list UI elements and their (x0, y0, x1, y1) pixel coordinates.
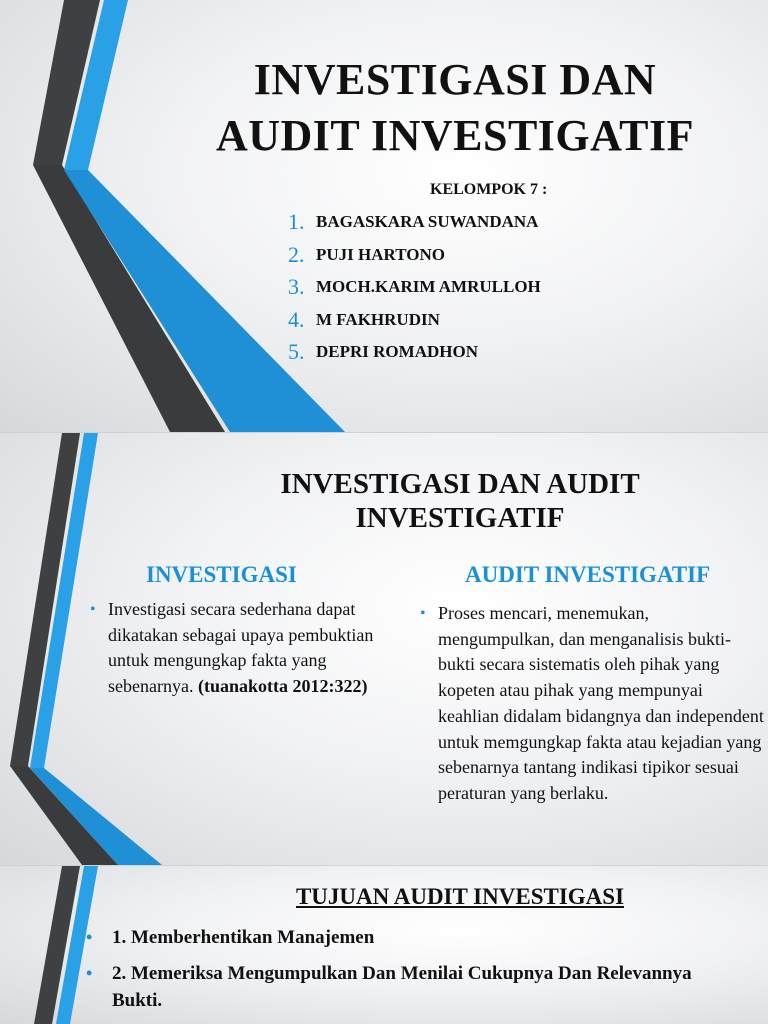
title-line-1: INVESTIGASI DAN (253, 55, 657, 104)
list-item (86, 924, 732, 951)
bullet-icon: • (86, 963, 93, 983)
slide-heading (160, 467, 760, 535)
left-column-text (90, 597, 393, 700)
member-item (288, 336, 541, 369)
member-item (288, 271, 541, 304)
member-name: MOCH.KARIM AMRULLOH (316, 277, 541, 297)
member-number: 3. (288, 274, 305, 300)
member-number: 1. (288, 209, 305, 235)
objective-text: 2. Memeriksa Mengumpulkan Dan Menilai Cukupnya Dan Relevannya Bukti. (112, 963, 692, 1011)
dark-stripe-bottom (10, 766, 118, 865)
title-heading (170, 52, 740, 164)
right-definition: Proses mencari, menemukan, mengumpulkan, dan menganalisis bukti-bukti secara sistematis oleh pihak yang kopeten atau pihak yang mempunyai keahlian didalam bidangnya dan independent untuk memgungkap fakta atau kejadian yang sebenarnya tantang indikasi tipikor sesuai peraturan yang berlaku. (438, 603, 764, 803)
member-item (288, 239, 541, 272)
member-list (288, 206, 541, 369)
left-definition: Investigasi secara sederhana dapat dikatakan sebagai upaya pembuktian untuk mengungkap fakta yang sebenarnya. (108, 599, 374, 697)
left-column-heading: INVESTIGASI (146, 562, 297, 587)
slide-definitions (0, 433, 768, 865)
bullet-icon: • (90, 601, 96, 618)
member-number: 5. (288, 339, 305, 365)
right-column-heading: AUDIT INVESTIGATIF (465, 562, 711, 587)
member-item (288, 304, 541, 337)
member-item (288, 206, 541, 239)
slide-heading: TUJUAN AUDIT INVESTIGASI (295, 884, 625, 909)
slide-objectives (0, 866, 768, 1024)
title-line-2: AUDIT INVESTIGATIF (215, 111, 695, 160)
right-column-text (420, 601, 764, 807)
member-name: DEPRI ROMADHON (316, 342, 478, 362)
bullet-icon: • (420, 605, 426, 622)
bullet-icon: • (86, 927, 93, 947)
objective-text: 1. Memberhentikan Manajemen (112, 927, 375, 948)
member-name: M FAKHRUDIN (316, 309, 440, 329)
member-number: 4. (288, 306, 305, 332)
group-label: KELOMPOK 7 : (430, 181, 548, 198)
member-name: PUJI HARTONO (316, 244, 445, 264)
heading-line-2: INVESTIGATIF (355, 502, 565, 534)
member-name: BAGASKARA SUWANDANA (316, 212, 539, 232)
member-number: 2. (288, 241, 305, 267)
left-citation: (tuanakotta 2012:322) (197, 676, 368, 697)
slide-title (0, 0, 768, 432)
heading-line-1: INVESTIGASI DAN AUDIT (280, 468, 640, 500)
list-item (86, 960, 732, 1014)
